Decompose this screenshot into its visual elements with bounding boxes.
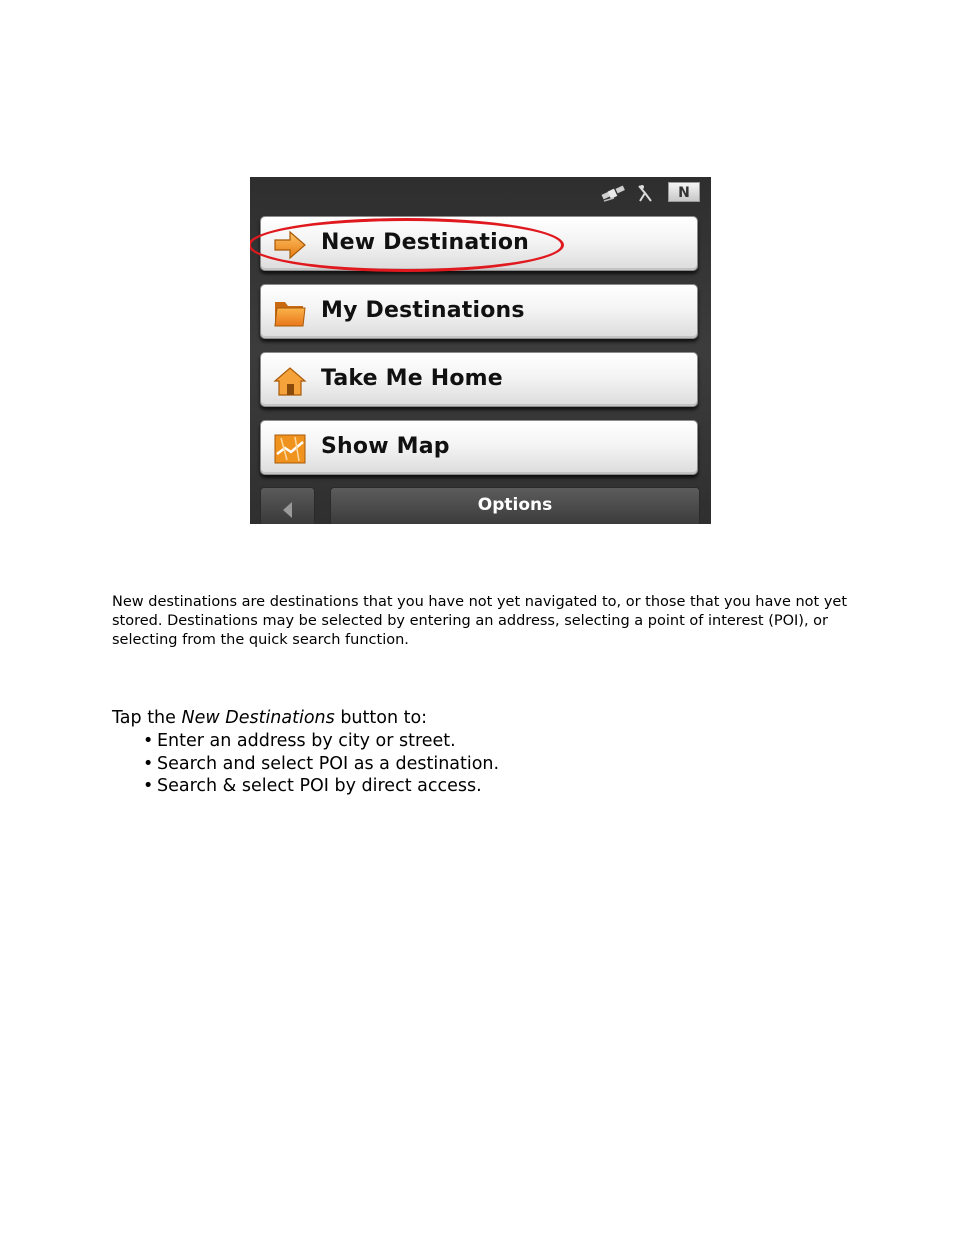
back-button[interactable] xyxy=(260,487,315,524)
back-arrow-icon xyxy=(283,502,292,518)
new-destination-button[interactable] xyxy=(260,216,698,271)
menu-label-new-destination: New Destination xyxy=(321,230,529,255)
satellite-icon xyxy=(600,185,626,203)
instructions-emphasis: New Destinations xyxy=(181,708,335,728)
menu-label-show-map: Show Map xyxy=(321,434,450,459)
instructions-list xyxy=(157,730,499,798)
gps-signal-icon xyxy=(636,183,654,203)
menu-label-take-me-home: Take Me Home xyxy=(321,366,503,391)
folder-icon xyxy=(273,298,307,328)
list-item: • Search & select POI by direct access. xyxy=(157,775,499,798)
device-screenshot xyxy=(250,177,711,524)
my-destinations-button[interactable] xyxy=(260,284,698,339)
compass-indicator[interactable]: N xyxy=(668,182,700,202)
show-map-button[interactable] xyxy=(260,420,698,475)
list-item: • Enter an address by city or street. xyxy=(157,730,499,753)
map-icon xyxy=(273,434,307,464)
list-item: • Search and select POI as a destination. xyxy=(157,753,499,776)
instructions-suffix: button to: xyxy=(334,708,428,728)
options-button[interactable]: Options xyxy=(330,487,700,524)
arrow-right-icon xyxy=(273,230,307,260)
home-icon xyxy=(273,366,307,396)
status-bar xyxy=(250,177,711,209)
instructions-prefix: Tap the xyxy=(112,708,182,728)
menu-label-my-destinations: My Destinations xyxy=(321,298,525,323)
description-paragraph: New destinations are destinations that you have not yet navigated to, or those that you have not yet stored. Destinations may be selected by entering an address, selecting a point of interest (POI), or selecting from the quick search function. xyxy=(112,594,848,648)
take-me-home-button[interactable] xyxy=(260,352,698,407)
instructions-intro xyxy=(112,707,427,729)
